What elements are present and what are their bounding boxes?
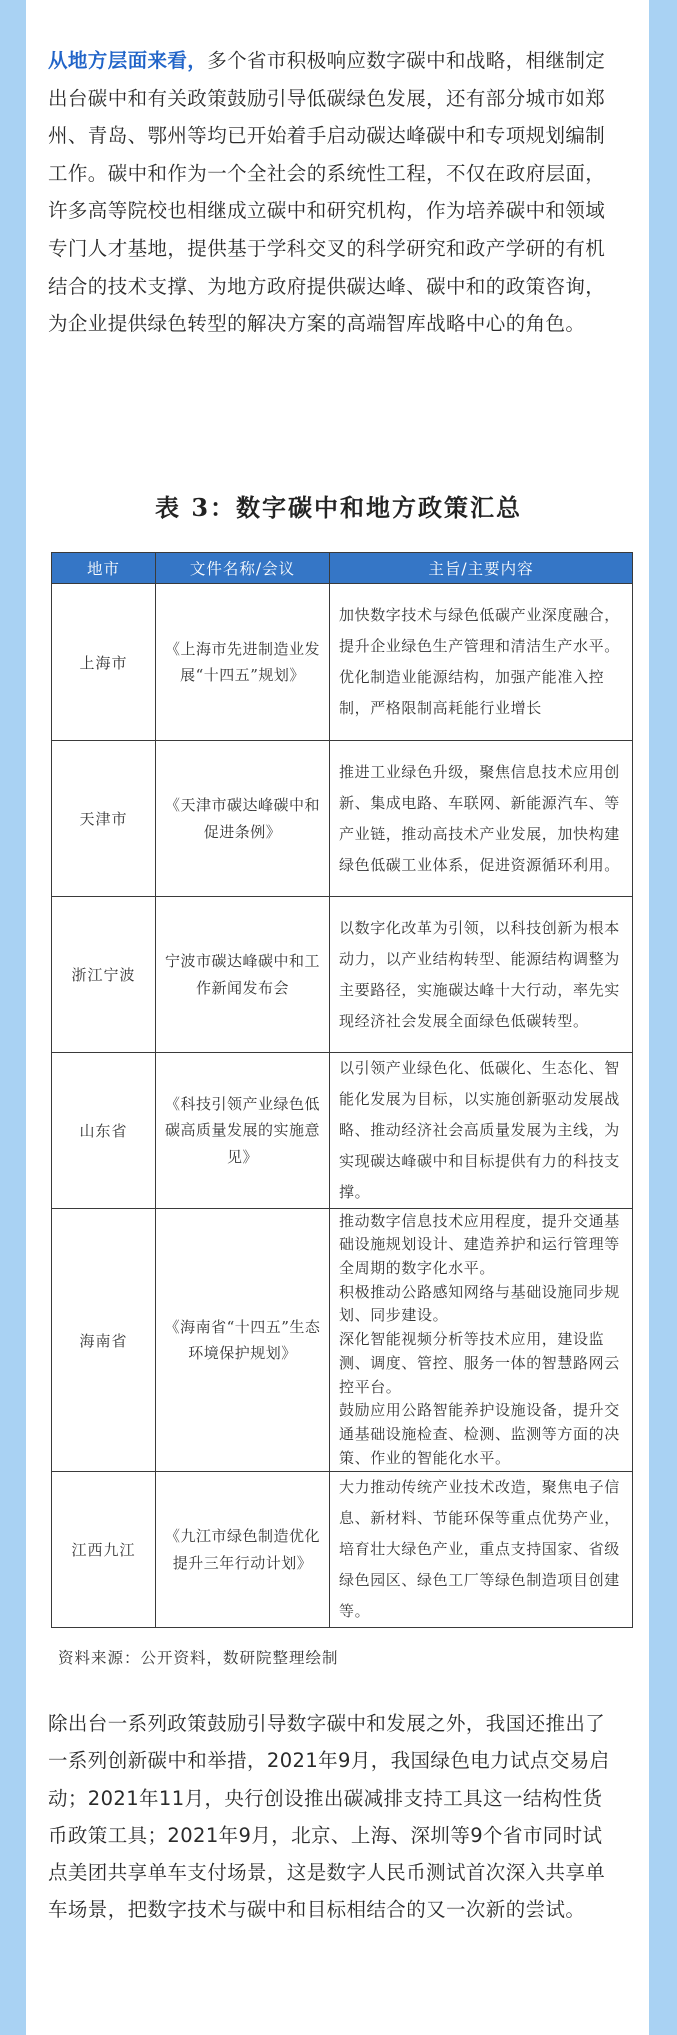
row-region: 江西九江 [52,1472,156,1628]
row-region: 海南省 [52,1209,156,1472]
row-region: 山东省 [52,1053,156,1209]
table-title: 表 3：数字碳中和地方政策汇总 [154,493,523,522]
intro-text: 多个省市积极响应数字碳中和战略，相继制定出台碳中和有关政策鼓励引导低碳绿色发展，还有部分城市如郑州、青岛、鄂州等均已开始着手启动碳达峰碳中和专项规划编制工作。碳中和作为一个全社会的系统性工程，不仅在政府层面，许多高等院校也相继成立碳中和研究机构，作为培养碳中和领域专门人才基地，提供基于学科交叉的科学研究和政产学研的有机结合的技术支撑、为地方政府提供碳达峰、碳中和的政策咨询，为企业提供绿色转型的解决方案的高端智库战略中心的角色。 [48,49,606,336]
row-content [330,897,633,1053]
row-document: 宁波市碳达峰碳中和工作新闻发布会 [156,897,330,1053]
row-content [330,741,633,897]
header-region: 地市 [52,553,156,584]
content-item: 积极推动公路感知网络与基础设施同步规划、同步建设。 [339,1282,620,1325]
table-row [52,584,633,741]
table-row [52,741,633,897]
header-document: 文件名称/会议 [156,553,330,584]
table-source-note: 资料来源：公开资料，数研院整理绘制 [58,1649,339,1667]
closing-paragraph: 除出台一系列政策鼓励引导数字碳中和发展之外，我国还推出了一系列创新碳中和举措，2021年9月，我国绿色电力试点交易启动；2021年11月，央行创设推出碳减排支持工具这一结构性货币政策工具；2021年9月，北京、上海、深圳等9个省市同时试点美团共享单车支付场景，这是数字人民币测试首次深入共享单车场景，把数字技术与碳中和目标相结合的又一次新的尝试。 [48,1712,610,1922]
content-item: 大力推动传统产业技术改造，聚焦电子信息、新材料、节能环保等重点优势产业，培育壮大绿色产业，重点支持国家、省级绿色园区、绿色工厂等绿色制造项目创建等。 [339,1478,620,1620]
row-region: 浙江宁波 [52,897,156,1053]
content-item: 鼓励应用公路智能养护设施设备，提升交通基础设施检查、检测、监测等方面的决策、作业的智能化水平。 [339,1401,620,1467]
content-item: 深化智能视频分析等技术应用，建设监测、调度、管控、服务一体的智慧路网云控平台。 [339,1330,620,1396]
row-region: 上海市 [52,584,156,741]
intro-paragraph [48,42,620,343]
intro-lead: 从地方层面来看， [48,49,208,72]
table-row [52,1209,633,1472]
row-document: 《海南省“十四五”生态环境保护规划》 [156,1209,330,1472]
row-region: 天津市 [52,741,156,897]
header-content: 主旨/主要内容 [330,553,633,584]
row-document: 《上海市先进制造业发展“十四五”规划》 [156,584,330,741]
table-header-row [52,553,633,584]
row-document: 《天津市碳达峰碳中和促进条例》 [156,741,330,897]
row-content [330,1472,633,1628]
content-item: 推进工业绿色升级，聚焦信息技术应用创新、集成电路、车联网、新能源汽车、等产业链，推动高技术产业发展，加快构建绿色低碳工业体系，促进资源循环利用。 [339,762,620,874]
content-item: 以数字化改革为引领，以科技创新为根本动力，以产业结构转型、能源结构调整为主要路径，实施碳达峰十大行动，率先实现经济社会发展全面绿色低碳转型。 [339,918,620,1030]
policy-table [51,552,633,1628]
content-item: 以引领产业绿色化、低碳化、生态化、智能化发展为目标，以实施创新驱动发展战略、推动经济社会高质量发展为主线，为实现碳达峰碳中和目标提供有力的科技支撑。 [339,1059,620,1201]
table-row [52,897,633,1053]
row-content [330,1053,633,1209]
row-document: 《九江市绿色制造优化提升三年行动计划》 [156,1472,330,1628]
table-row [52,1472,633,1628]
row-content [330,584,633,741]
row-document: 《科技引领产业绿色低碳高质量发展的实施意见》 [156,1053,330,1209]
row-content [330,1209,633,1472]
content-item: 加快数字技术与绿色低碳产业深度融合，提升企业绿色生产管理和清洁生产水平。优化制造业能源结构，加强产能准入控制，严格限制高耗能行业增长 [339,606,620,717]
table-row [52,1053,633,1209]
content-item: 推动数字信息技术应用程度，提升交通基础设施规划设计、建造养护和运行管理等全周期的数字化水平。 [339,1211,620,1278]
